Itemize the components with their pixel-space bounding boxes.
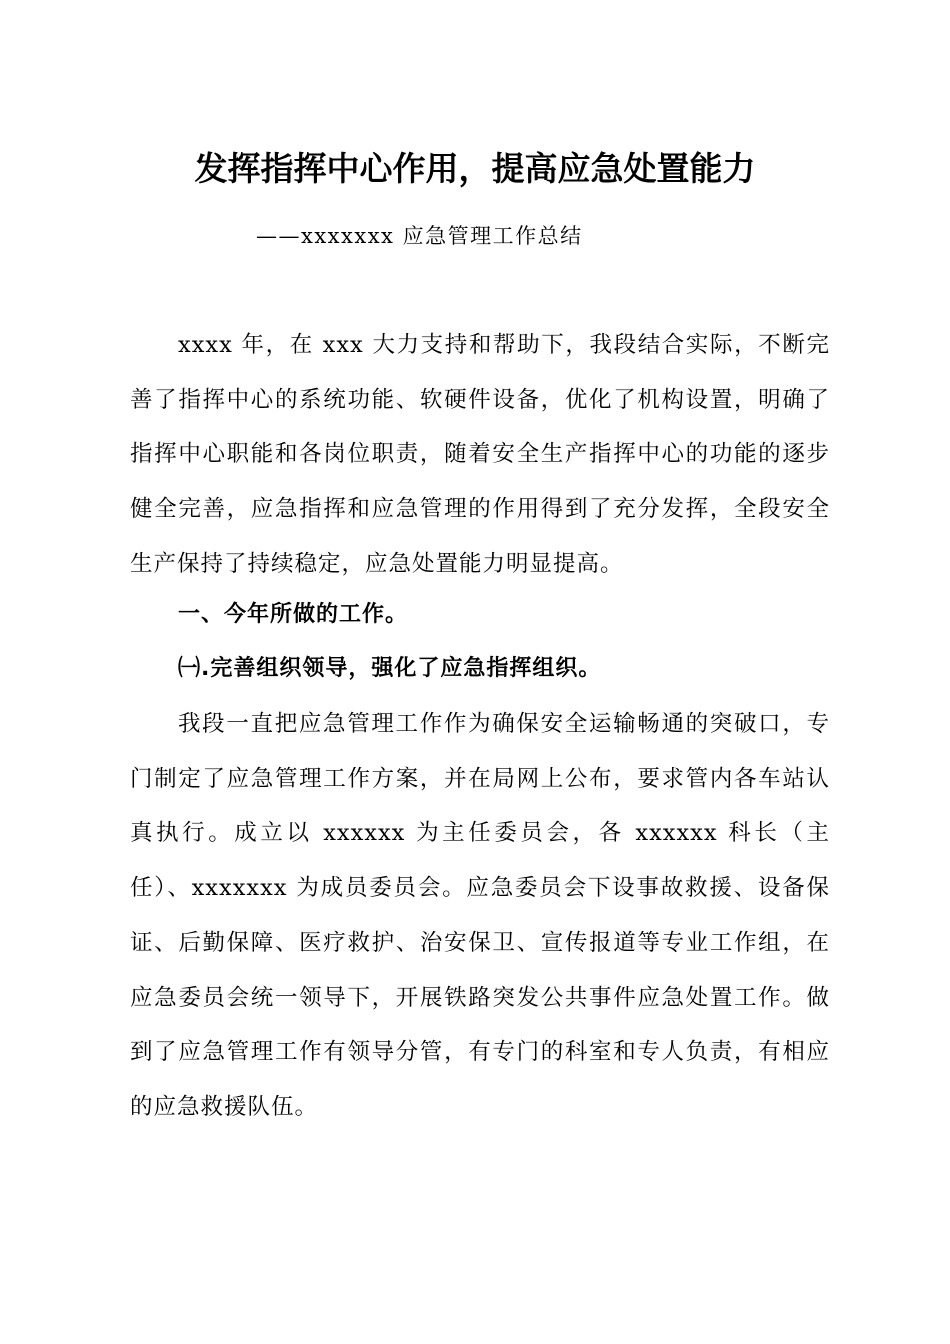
document-title: 发挥指挥中心作用，提高应急处置能力 bbox=[194, 149, 756, 188]
body-paragraph-1: 我段一直把应急管理工作作为确保安全运输畅通的突破口，专门制定了应急管理工作方案，并在局网上公布，要求管内各车站认真执行。成立以 xxxxxx 为主任委员会，各 xxxxxx 科长（主任）、xxxxxxx 为成员委员会。应急委员会下设事故救援、设备保证、后勤保障、医疗救护、治安保卫、宣传报道等专业工作组，在应急委员会统一领导下，开展铁路突发公共事件应急处置工作。做到了应急管理工作有领导分管，有专门的科室和专人负责，有相应的应急救援队伍。 bbox=[130, 711, 830, 1120]
intro-paragraph: xxxx 年，在 xxx 大力支持和帮助下，我段结合实际，不断完善了指挥中心的系统功能、软硬件设备，优化了机构设置，明确了指挥中心职能和各岗位职责，随着安全生产指挥中心的功能的逐步健全完善，应急指挥和应急管理的作用得到了充分发挥，全段安全生产保持了持续稳定，应急处置能力明显提高。 bbox=[130, 332, 830, 577]
document-subtitle: ——xxxxxxx 应急管理工作总结 bbox=[256, 224, 583, 248]
subsection-heading-1: ㈠.完善组织领导，强化了应急指挥组织。 bbox=[178, 656, 602, 681]
section-heading-1: 一、今年所做的工作。 bbox=[178, 602, 409, 627]
